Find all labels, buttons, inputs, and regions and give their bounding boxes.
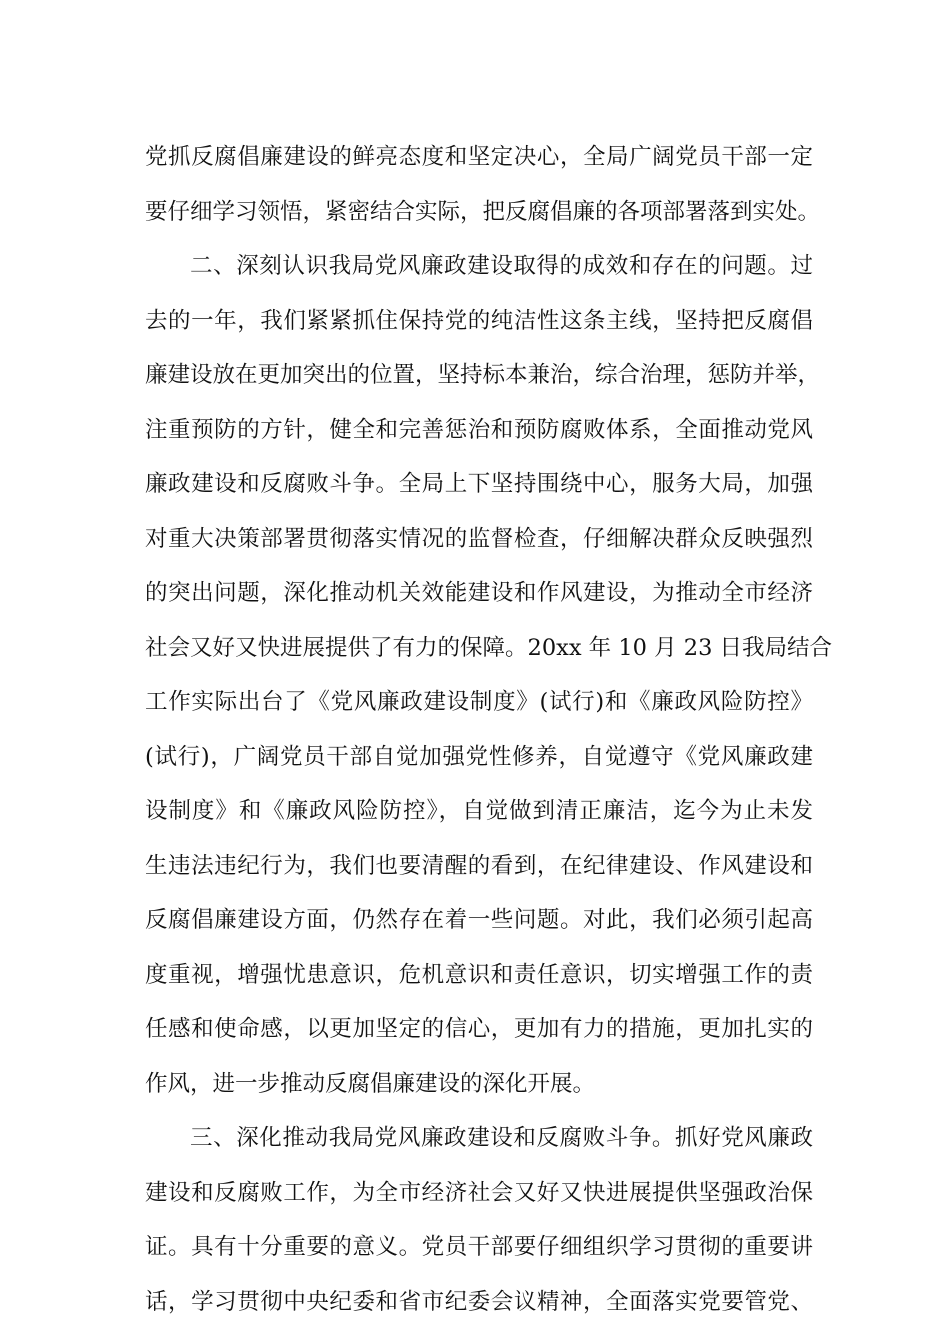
- paragraph-line: 作风，进一步推动反腐倡廉建设的深化开展。: [145, 1070, 596, 1097]
- paragraph-line: (试行)，广阔党员干部自觉加强党性修养，自觉遵守《党风廉政建: [145, 743, 813, 770]
- paragraph-line: 任感和使命感，以更加坚定的信心，更加有力的措施，更加扎实的: [145, 1016, 813, 1042]
- paragraph-line: 廉政建设和反腐败斗争。全局上下坚持围绕中心，服务大局，加强: [145, 471, 813, 497]
- paragraph-line: 社会又好又快进展提供了有力的保障。20xx 年 10 月 23 日我局结合: [145, 634, 833, 661]
- paragraph-line: 设制度》和《廉政风险防控》，自觉做到清正廉洁，迄今为止未发: [145, 798, 813, 824]
- paragraph-line: 度重视，增强忧患意识，危机意识和责任意识，切实增强工作的责: [145, 961, 813, 988]
- paragraph-line: 对重大决策部署贯彻落实情况的监督检查，仔细解决群众反映强烈: [145, 525, 813, 552]
- paragraph-line: 注重预防的方针，健全和完善惩治和预防腐败体系，全面推动党风: [145, 416, 813, 443]
- paragraph-line: 三、深化推动我局党风廉政建设和反腐败斗争。抓好党风廉政: [190, 1125, 813, 1151]
- paragraph-line: 建设和反腐败工作，为全市经济社会又好又快进展提供坚强政治保: [145, 1179, 813, 1206]
- paragraph-2: [145, 239, 833, 1111]
- paragraph-line: 廉建设放在更加突出的位置，坚持标本兼治，综合治理，惩防并举，: [145, 362, 821, 388]
- paragraph-line: 党抓反腐倡廉建设的鲜亮态度和坚定决心，全局广阔党员干部一定: [145, 144, 813, 170]
- document-body: [145, 130, 833, 1329]
- paragraph-line: 证。具有十分重要的意义。党员干部要仔细组织学习贯彻的重要讲: [145, 1234, 813, 1260]
- paragraph-line: 要仔细学习领悟，紧密结合实际，把反腐倡廉的各项部署落到实处。: [145, 198, 821, 225]
- paragraph-line: 反腐倡廉建设方面，仍然存在着一些问题。对此，我们必须引起高: [145, 907, 813, 933]
- paragraph-line: 的突出问题，深化推动机关效能建设和作风建设，为推动全市经济: [145, 580, 813, 606]
- paragraph-line: 去的一年，我们紧紧抓住保持党的纯洁性这条主线，坚持把反腐倡: [145, 307, 813, 334]
- paragraph-line: 工作实际出台了《党风廉政建设制度》(试行)和《廉政风险防控》: [145, 689, 813, 715]
- paragraph-3: [145, 1111, 813, 1329]
- paragraph-line: 话，学习贯彻中央纪委和省市纪委会议精神，全面落实党要管党、: [145, 1288, 813, 1315]
- paragraph-line: 二、深刻认识我局党风廉政建设取得的成效和存在的问题。过: [190, 253, 813, 279]
- paragraph-1: [145, 130, 821, 239]
- paragraph-line: 生违法违纪行为，我们也要清醒的看到，在纪律建设、作风建设和: [145, 852, 813, 879]
